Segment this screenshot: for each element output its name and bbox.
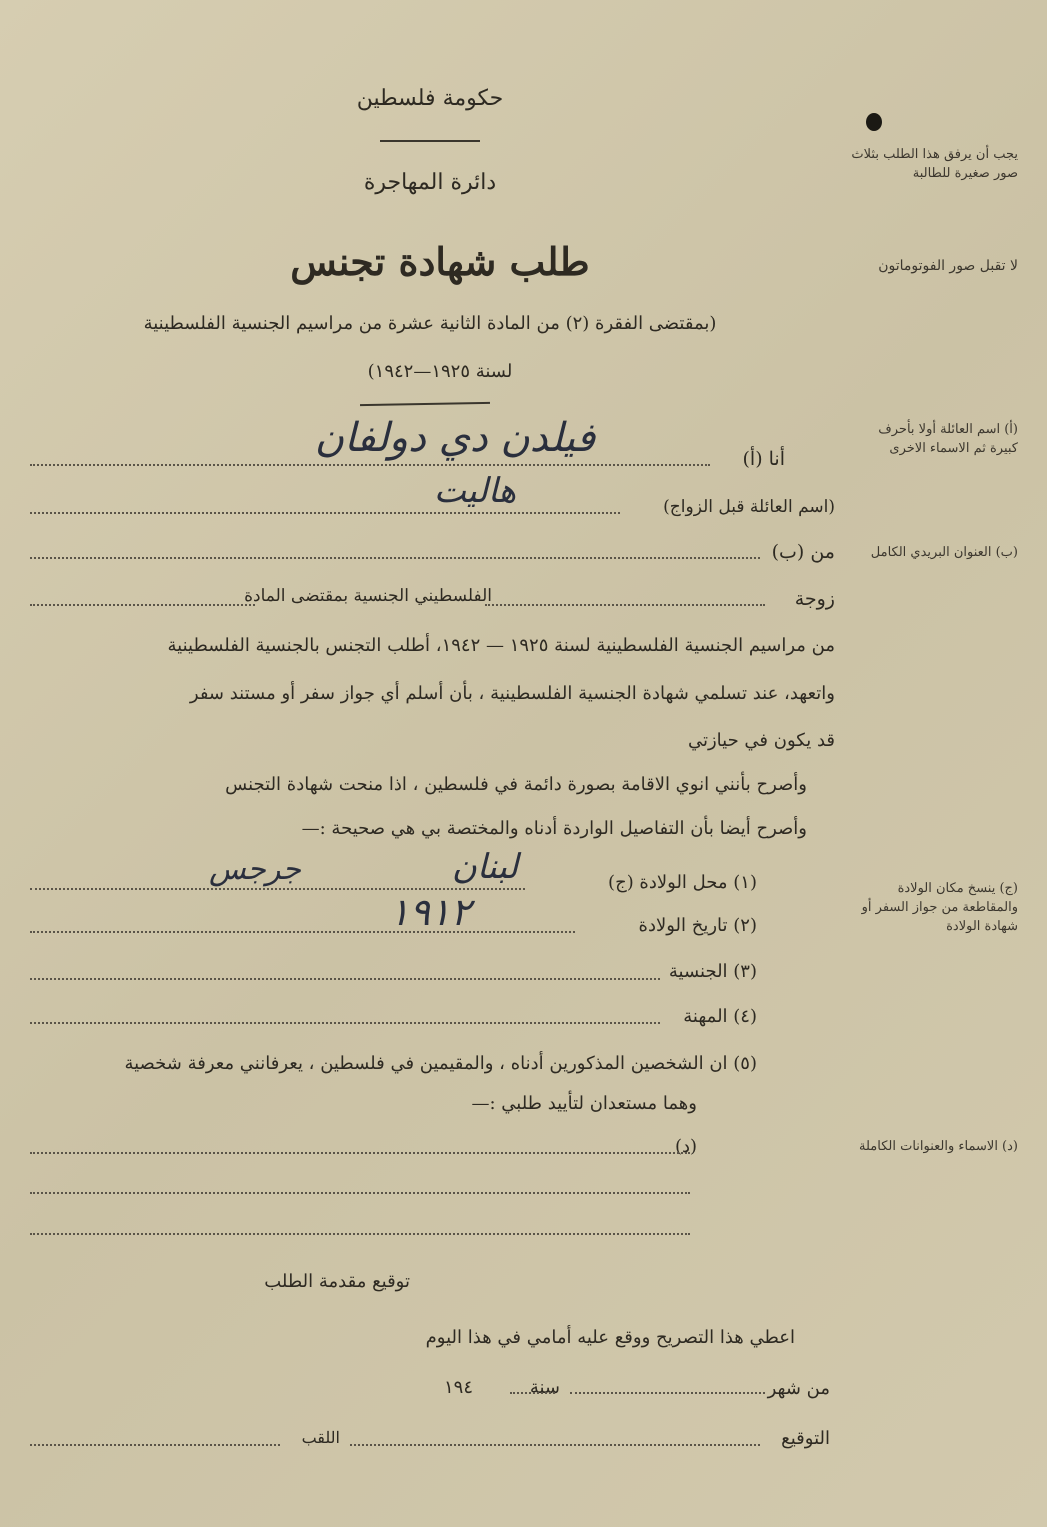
ink-stain: [866, 113, 882, 131]
handwritten-birthplace-2: جرجس: [209, 852, 301, 887]
label-month: من شهر: [767, 1378, 830, 1399]
years-underline: [360, 402, 490, 406]
label-nationality: (٣) الجنسية: [668, 961, 757, 982]
title-field[interactable]: [30, 1444, 280, 1446]
address-field[interactable]: [30, 557, 760, 559]
label-wife: زوجة: [794, 588, 835, 610]
handwritten-maiden-name: هاليت: [433, 471, 517, 511]
form-years: لسنة ١٩٢٥—١٩٤٢): [367, 361, 513, 382]
label-from: من (ب): [771, 541, 835, 563]
department-heading: دائرة المهاجرة: [363, 170, 497, 195]
referee-field-2[interactable]: [30, 1192, 690, 1194]
referee-field-3[interactable]: [30, 1233, 690, 1235]
signature-field[interactable]: [350, 1444, 760, 1446]
header-divider: [380, 140, 480, 142]
margin-note-a: (أ) اسم العائلة أولا بأحرف كبيرة ثم الاسماء الاخرى: [878, 422, 1018, 456]
name-field[interactable]: [30, 464, 710, 466]
handwritten-name: فيلدن دي دولفان: [314, 415, 596, 461]
margin-note-photos: يجب أن يرفق هذا الطلب بثلاث صور صغيرة للطالبة: [851, 147, 1018, 181]
label-ana: أنا (أ): [742, 448, 785, 470]
label-signature: التوقيع: [781, 1428, 830, 1449]
occupation-field[interactable]: [30, 1022, 660, 1024]
form-subtitle: (بمقتضى الفقرة (٢) من المادة الثانية عشرة من مراسيم الجنسية الفلسطينية: [143, 313, 717, 334]
year-field[interactable]: [510, 1392, 555, 1394]
government-heading: حكومة فلسطين: [356, 86, 504, 111]
label-maiden-name: (اسم العائلة قبل الزواج): [663, 497, 835, 517]
label-title: اللقب: [301, 1428, 340, 1447]
birth-date-field[interactable]: [30, 931, 575, 933]
article-field[interactable]: [30, 604, 255, 606]
margin-note-b: (ب) العنوان البريدي الكامل: [870, 545, 1018, 560]
paragraph-1-line-2: واتعهد، عند تسلمي شهادة الجنسية الفلسطينية ، بأن أسلم أي جواز سفر أو مستند سفر: [189, 683, 835, 704]
paragraph-1-line-3: قد يكون في حيازتي: [687, 730, 835, 751]
referee-field-1[interactable]: [30, 1152, 690, 1154]
label-d: (د): [674, 1136, 697, 1157]
handwritten-birth-date: ١٩١٢: [389, 890, 471, 934]
year-prefix: ١٩٤: [443, 1377, 473, 1398]
month-field[interactable]: [570, 1392, 765, 1394]
label-birth-date: (٢) تاريخ الولادة: [638, 915, 757, 936]
label-applicant-signature: توقيع مقدمة الطلب: [264, 1271, 410, 1292]
husband-name-field[interactable]: [485, 604, 765, 606]
margin-note-no-photomaton: لا تقبل صور الفوتوماتون: [878, 258, 1018, 274]
margin-note-c: (ج) ينسخ مكان الولادة والمقاطعة من جواز السفر أو شهادة الولادة: [861, 881, 1018, 934]
label-occupation: (٤) المهنة: [683, 1006, 757, 1027]
label-palestinian: الفلسطيني الجنسية بمقتضى المادة: [244, 586, 492, 606]
label-referees-line-2: وهما مستعدان لتأييد طلبي :—: [471, 1093, 697, 1114]
declaration-text: اعطي هذا التصريح ووقع عليه أمامي في هذا اليوم: [425, 1327, 795, 1348]
paragraph-3: وأصرح أيضا بأن التفاصيل الواردة أدناه والمختصة بي هي صحيحة :—: [301, 818, 807, 839]
margin-note-d: (د) الاسماء والعنوانات الكاملة: [859, 1139, 1018, 1154]
maiden-name-field[interactable]: [30, 512, 620, 514]
nationality-field[interactable]: [30, 978, 660, 980]
paragraph-1-line-1: من مراسيم الجنسية الفلسطينية لسنة ١٩٢٥ — ١٩٤٢، أطلب التجنس بالجنسية الفلسطينية: [167, 635, 835, 656]
label-birthplace: (١) محل الولادة (ج): [608, 872, 757, 893]
label-referees-line-1: (٥) ان الشخصين المذكورين أدناه ، والمقيمين في فلسطين ، يعرفانني معرفة شخصية: [124, 1053, 757, 1074]
paragraph-2: وأصرح بأنني انوي الاقامة بصورة دائمة في فلسطين ، اذا منحت شهادة التجنس: [225, 774, 807, 795]
label-year: سنة: [529, 1377, 560, 1398]
handwritten-birthplace: لبنان: [451, 847, 519, 887]
form-title: طلب شهادة تجنس: [290, 239, 590, 284]
